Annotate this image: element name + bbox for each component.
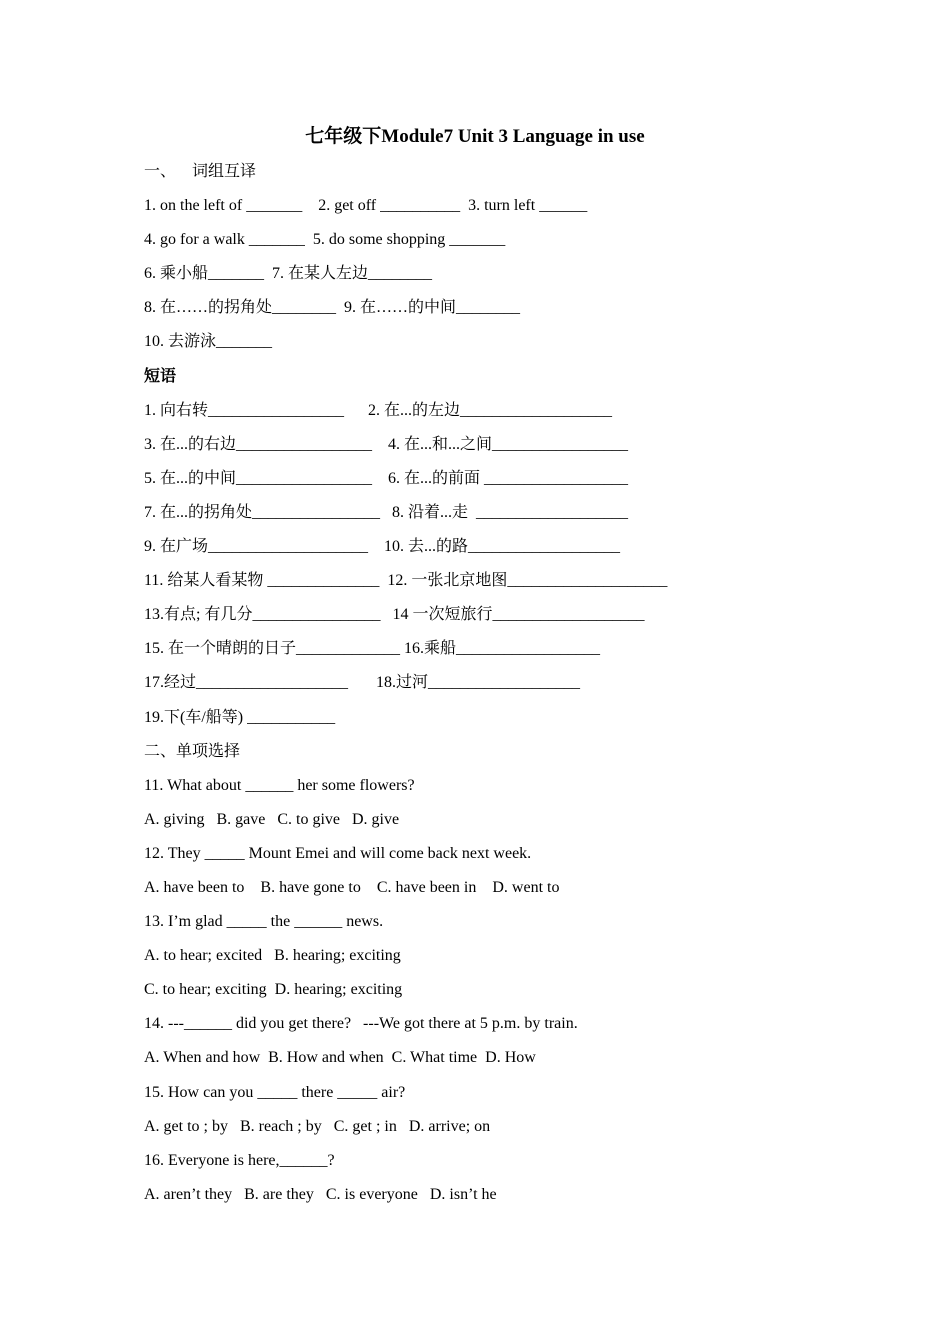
exercise-line: 4. go for a walk _______ 5. do some shopping _______ — [144, 231, 506, 249]
exercise-line: A. get to ; by B. reach ; by C. get ; in D. arrive; on — [144, 1117, 491, 1135]
exercise-body — [144, 158, 864, 1215]
exercise-line: 12. They _____ Mount Emei and will come back next week. — [144, 844, 532, 862]
exercise-line: 15. 在一个晴朗的日子_____________ 16.乘船__________________ — [144, 640, 601, 658]
page-title: 七年级下Module7 Unit 3 Language in use — [305, 126, 645, 147]
exercise-line: 3. 在...的右边_________________ 4. 在...和...之间_________________ — [144, 435, 629, 453]
exercise-line: 14. ---______ did you get there? ---We got there at 5 p.m. by train. — [144, 1015, 578, 1033]
section-heading: 短语 — [144, 367, 177, 385]
exercise-line: 13. I’m glad _____ the ______ news. — [144, 913, 384, 931]
exercise-line: 16. Everyone is here,______? — [144, 1151, 335, 1169]
exercise-line: 6. 乘小船_______ 7. 在某人左边________ — [144, 265, 433, 283]
exercise-line: 1. 向右转_________________ 2. 在...的左边___________________ — [144, 401, 613, 419]
exercise-line: 15. How can you _____ there _____ air? — [144, 1083, 406, 1101]
exercise-line: A. aren’t they B. are they C. is everyone D. isn’t he — [144, 1185, 497, 1203]
exercise-line: 10. 去游泳_______ — [144, 333, 273, 351]
exercise-line: 二、单项选择 — [144, 742, 241, 760]
exercise-line: 11. What about ______ her some flowers? — [144, 776, 415, 794]
exercise-line: A. to hear; excited B. hearing; exciting — [144, 947, 401, 965]
exercise-line: 17.经过___________________ 18.过河___________________ — [144, 674, 581, 692]
exercise-line: 7. 在...的拐角处________________ 8. 沿着...走 ___________________ — [144, 503, 629, 521]
exercise-line: A. have been to B. have gone to C. have been in D. went to — [144, 878, 560, 896]
exercise-line: 1. on the left of _______ 2. get off __________ 3. turn left ______ — [144, 197, 588, 215]
exercise-line: A. giving B. gave C. to give D. give — [144, 810, 400, 828]
exercise-line: 13.有点; 有几分________________ 14 一次短旅行___________________ — [144, 606, 645, 624]
exercise-line: 9. 在广场____________________ 10. 去...的路___________________ — [144, 538, 621, 556]
exercise-line: 11. 给某人看某物 ______________ 12. 一张北京地图____________________ — [144, 572, 668, 590]
exercise-line: C. to hear; exciting D. hearing; exciting — [144, 981, 403, 999]
exercise-line: 5. 在...的中间_________________ 6. 在...的前面 __________________ — [144, 469, 629, 487]
exercise-line: 一、 词组互译 — [144, 163, 257, 180]
exercise-line: 19.下(车/船等) ___________ — [144, 708, 336, 726]
exercise-line: A. When and how B. How and when C. What time D. How — [144, 1049, 536, 1067]
exercise-line: 8. 在……的拐角处________ 9. 在……的中间________ — [144, 299, 521, 317]
